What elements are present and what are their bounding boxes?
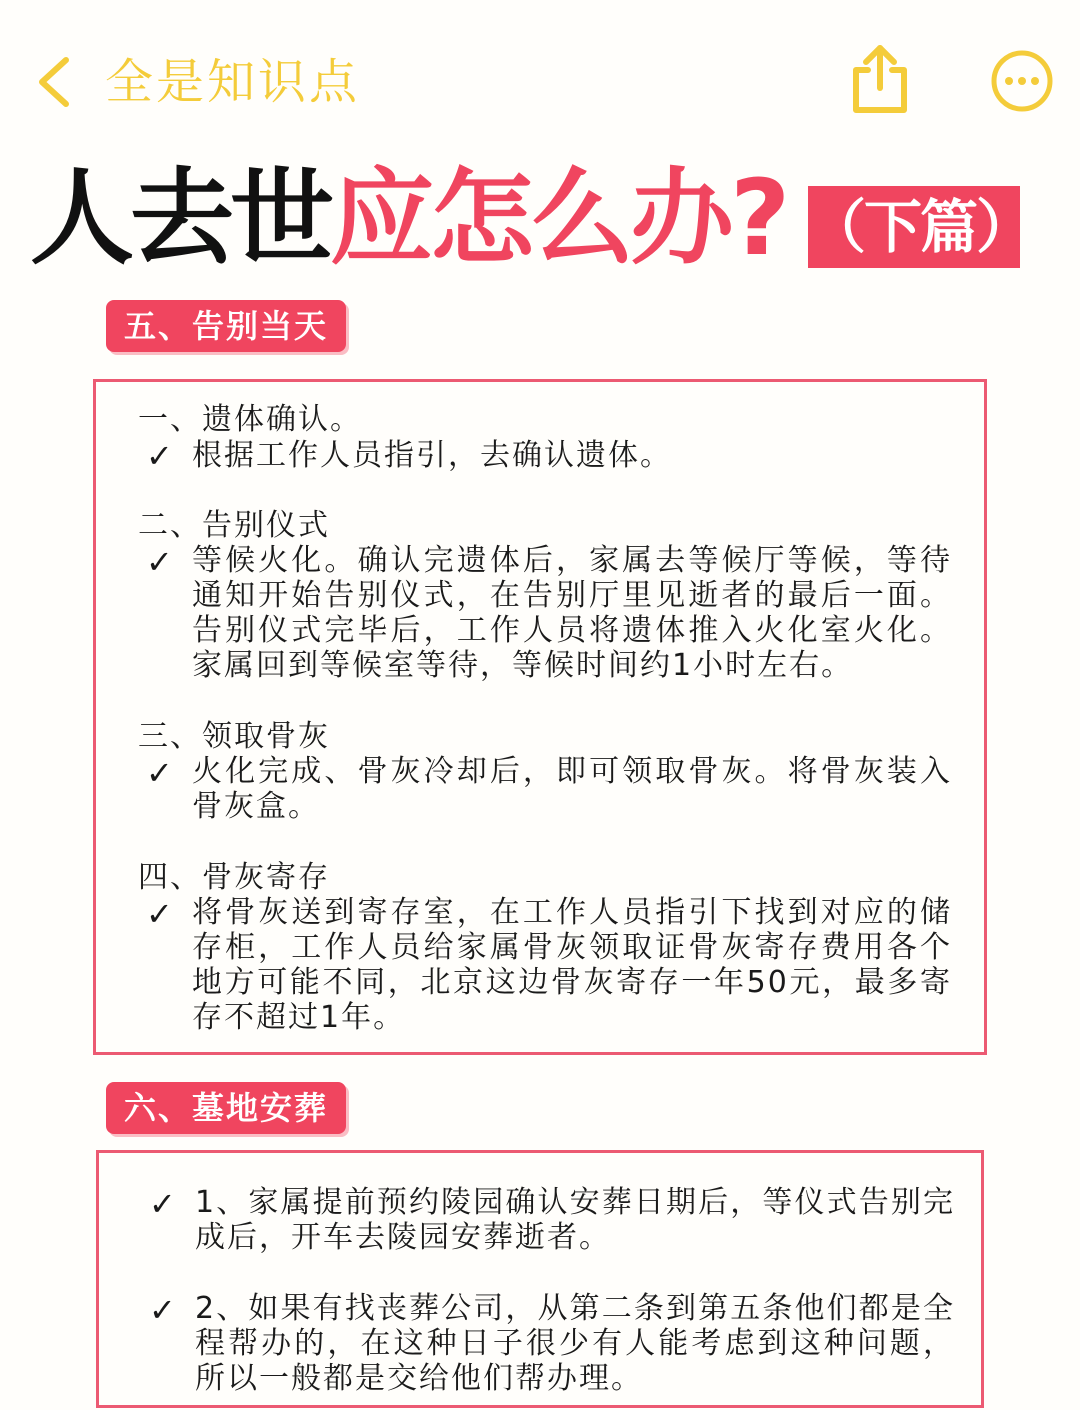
item-title: 四、骨灰寄存 [138,860,330,895]
share-button[interactable] [848,42,912,114]
check-icon: ✓ [146,543,173,581]
section-badge-burial: 六、墓地安葬 [106,1082,346,1134]
top-bar [0,0,1080,160]
burial-content-box [96,1150,984,1408]
check-icon: ✓ [149,1291,176,1329]
item-title: 一、遗体确认。 [138,402,362,437]
more-button[interactable] [990,49,1054,113]
item-title: 三、领取骨灰 [138,719,330,754]
check-icon: ✓ [146,437,173,475]
back-button[interactable] [28,52,88,112]
headline-red-text: 应怎么办? [330,157,787,279]
item-body: 根据工作人员指引，去确认遗体。 [192,438,672,473]
share-icon [848,42,912,114]
item-title: 二、告别仪式 [138,508,330,543]
item-body: 等候火化。确认完遗体后，家属去等候厅等候，等待通知开始告别仪式，在告别厅里见逝者的最后一面。告别仪式完毕后，工作人员将遗体推入火化室火化。家属回到等候室等待，等候时间约1小时左右。 [192,543,952,683]
item-body: 火化完成、骨灰冷却后，即可领取骨灰。将骨灰装入骨灰盒。 [192,754,952,824]
item-body: 将骨灰送到寄存室，在工作人员指引下找到对应的储存柜，工作人员给家属骨灰领取证骨灰寄存费用各个地方可能不同，北京这边骨灰寄存一年50元，最多寄存不超过1年。 [192,895,952,1035]
check-icon: ✓ [149,1185,176,1223]
headline-black-text: 人去世 [30,157,331,279]
check-icon: ✓ [146,754,173,792]
chevron-left-icon [28,52,88,112]
section-badge-farewell: 五、告别当天 [106,300,346,352]
item-body: 1、家属提前预约陵园确认安葬日期后，等仪式告别完成后，开车去陵园安葬逝者。 [195,1185,955,1255]
headline [30,158,786,278]
more-icon [990,49,1054,113]
check-icon: ✓ [146,895,173,933]
part-badge: （下篇） [808,186,1020,268]
app-title: 全是知识点 [105,54,361,110]
farewell-content-box [93,379,987,1055]
item-body: 2、如果有找丧葬公司，从第二条到第五条他们都是全程帮办的，在这种日子很少有人能考虑到这种问题，所以一般都是交给他们帮办理。 [195,1291,955,1396]
